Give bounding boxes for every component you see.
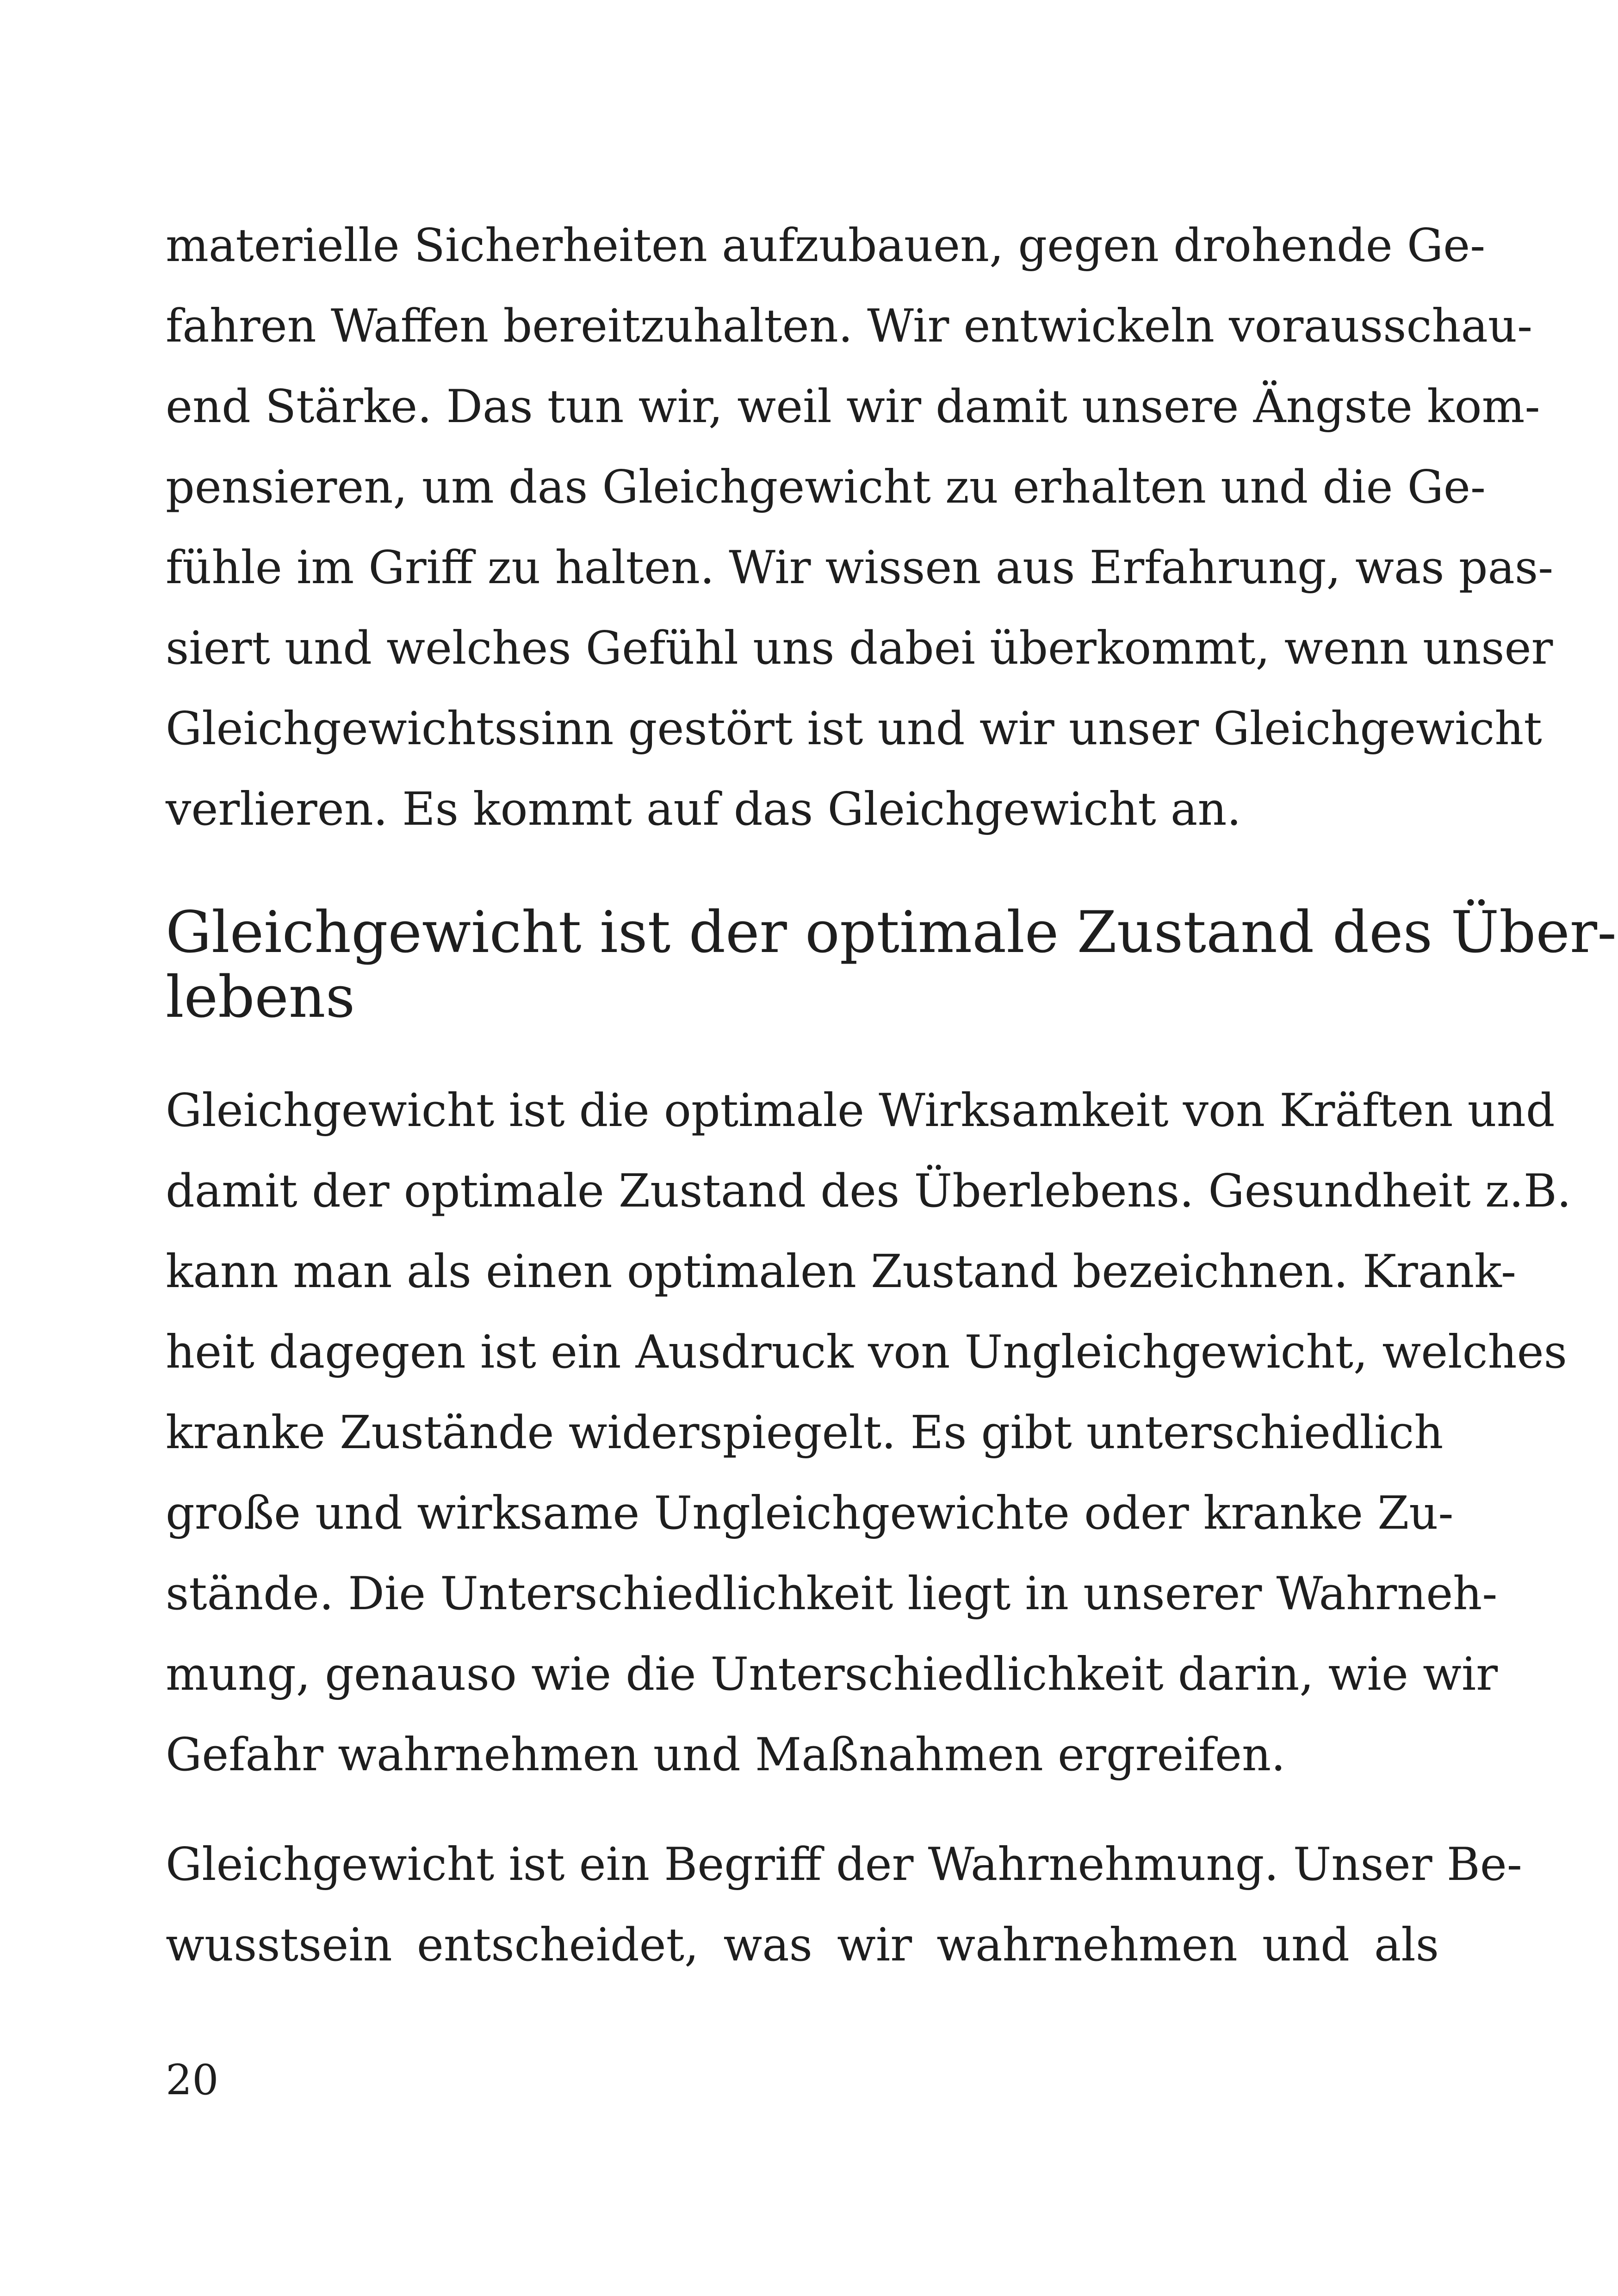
heading-line: lebens [166, 964, 355, 1031]
text-line: siert und welches Gefühl uns dabei überkommt, wenn unser [166, 622, 1553, 675]
page-number: 20 [166, 2056, 219, 2104]
text-line: Gefahr wahrnehmen und Maßnahmen ergreifen. [166, 1729, 1286, 1781]
text-line: pensieren, um das Gleichgewicht zu erhalten und die Ge- [166, 461, 1486, 514]
body-paragraph-2 [166, 1070, 1571, 1795]
text-line: fühle im Griff zu halten. Wir wissen aus Erfahrung, was pas- [166, 541, 1554, 594]
text-line: end Stärke. Das tun wir, weil wir damit unsere Ängste kom- [166, 380, 1540, 433]
text-line: mung, genauso wie die Unterschiedlichkeit darin, wie wir [166, 1648, 1498, 1701]
text-line: damit der optimale Zustand des Überlebens. Gesundheit z.B. [166, 1165, 1571, 1218]
text-line: Gleichgewicht ist die optimale Wirksamkeit von Kräften und [166, 1084, 1555, 1137]
body-paragraph-1 [166, 205, 1554, 850]
text-line: stände. Die Unterschiedlichkeit liegt in unserer Wahrneh- [166, 1568, 1498, 1620]
section-heading [166, 899, 1617, 1031]
text-line: verlieren. Es kommt auf das Gleichgewicht an. [166, 783, 1241, 836]
text-line: kann man als einen optimalen Zustand bezeichnen. Krank- [166, 1245, 1517, 1298]
text-line: Gleichgewicht ist ein Begriff der Wahrnehmung. Unser Be- [166, 1838, 1522, 1891]
text-line: große und wirksame Ungleichgewichte oder kranke Zu- [166, 1487, 1454, 1540]
text-line: heit dagegen ist ein Ausdruck von Ungleichgewicht, welches [166, 1326, 1567, 1379]
text-line: fahren Waffen bereitzuhalten. Wir entwickeln vorausschau- [166, 300, 1533, 353]
body-paragraph-3 [166, 1824, 1522, 1985]
text-line: materielle Sicherheiten aufzubauen, gegen drohende Ge- [166, 219, 1486, 272]
text-line: Gleichgewichtssinn gestört ist und wir unser Gleichgewicht [166, 703, 1542, 755]
text-line: kranke Zustände widerspiegelt. Es gibt unterschiedlich [166, 1406, 1444, 1459]
heading-line: Gleichgewicht ist der optimale Zustand des Über- [166, 899, 1617, 966]
text-line: wusstsein entscheidet, was wir wahrnehmen und als [166, 1919, 1439, 1972]
